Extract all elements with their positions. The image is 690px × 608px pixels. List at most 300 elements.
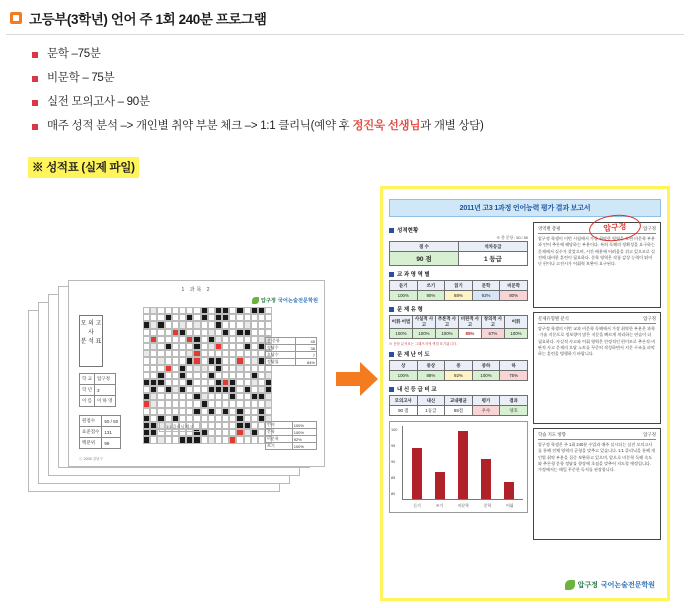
- omr-cell: [229, 350, 236, 357]
- omr-cell: [215, 436, 222, 443]
- omr-mid-note: 1:1 클리닉 체크: [159, 422, 200, 432]
- omr-cell: [208, 365, 215, 372]
- omr-cell: [143, 400, 150, 407]
- omr-cell: [208, 429, 215, 436]
- omr-cell: [165, 400, 172, 407]
- type-header: 추론적 사고: [435, 316, 458, 329]
- comment-head-label: 학습 지도 방향: [537, 432, 566, 437]
- omr-cell: [208, 350, 215, 357]
- level-header: 하: [500, 361, 528, 371]
- omr-cell: [165, 386, 172, 393]
- omr-cell: [157, 436, 164, 443]
- report-title: 2011년 고3 1과정 언어능력 평가 결과 보고서: [389, 199, 661, 217]
- summary-label: 정답률: [266, 359, 296, 366]
- omr-cell: [193, 350, 200, 357]
- omr-cell: [265, 372, 272, 379]
- omr-cell: [236, 386, 243, 393]
- table-row: [80, 374, 116, 385]
- omr-sheet-stack: [28, 280, 338, 495]
- omr-cell: [251, 386, 258, 393]
- omr-cell: [229, 314, 236, 321]
- omr-cell: [215, 336, 222, 343]
- omr-cell: [208, 372, 215, 379]
- foot-value: 100%: [292, 429, 316, 436]
- omr-cell: [236, 321, 243, 328]
- table-row: [390, 329, 528, 339]
- omr-cell: [222, 336, 229, 343]
- omr-cell: [186, 415, 193, 422]
- omr-cell: [222, 429, 229, 436]
- omr-cell: [201, 379, 208, 386]
- foot-value: 92%: [292, 436, 316, 443]
- comment-body: 압구정 학생의 이번 교과 비문학 독해에서 가장 취약한 부분은 과학·기술 지문으로 정보량이 많은 지문을 빠르게 처리하는 연습이 더 필요하다. 사실적 사고와 어휘 영역은 안정적인 편이므로 추론적·비판적 사고 문제의 오답 노트를 꾸준히 작성하면서 지문 구조를 파악하는 훈련을 병행하기 바랍니다.: [537, 326, 656, 357]
- omr-cell: [143, 329, 150, 336]
- area-value: 80%: [500, 291, 528, 301]
- comment-head-value: 압구정: [643, 316, 656, 321]
- omr-cell: [143, 436, 150, 443]
- omr-cell: [236, 400, 243, 407]
- omr-cell: [172, 372, 179, 379]
- score-value: 90 점: [390, 252, 459, 266]
- summary-label: 정답수: [266, 345, 296, 352]
- score-value: 131: [102, 427, 121, 438]
- omr-cell: [215, 350, 222, 357]
- omr-cell: [186, 379, 193, 386]
- omr-foot-summary: [265, 421, 317, 450]
- omr-cell: [222, 321, 229, 328]
- omr-cell: [201, 343, 208, 350]
- omr-cell: [251, 321, 258, 328]
- omr-cell: [186, 357, 193, 364]
- omr-cell: [215, 343, 222, 350]
- omr-cell: [229, 436, 236, 443]
- omr-cell: [236, 350, 243, 357]
- info-label: 이 름: [80, 396, 95, 407]
- section-label-area: 교 과 영 역 별: [389, 270, 528, 278]
- omr-cell: [251, 422, 258, 429]
- omr-cell: [251, 314, 258, 321]
- omr-cell: [150, 329, 157, 336]
- omr-cell: [236, 336, 243, 343]
- list-item: [32, 47, 690, 62]
- omr-cell: [244, 400, 251, 407]
- type-header: 비판적 사고: [458, 316, 481, 329]
- omr-cell: [193, 415, 200, 422]
- omr-cell: [265, 400, 272, 407]
- omr-cell: [244, 422, 251, 429]
- omr-cell: [222, 436, 229, 443]
- area-value: 88%: [445, 291, 473, 301]
- omr-cell: [208, 386, 215, 393]
- omr-cell: [208, 307, 215, 314]
- omr-cell: [208, 436, 215, 443]
- omr-cell: [165, 314, 172, 321]
- omr-cell: [229, 393, 236, 400]
- omr-cell: [193, 408, 200, 415]
- omr-cell: [150, 365, 157, 372]
- subheading-wrap: [0, 151, 690, 178]
- level-value: 92%: [445, 371, 473, 381]
- info-value: 3: [94, 385, 115, 396]
- omr-cell: [229, 372, 236, 379]
- omr-cell: [222, 365, 229, 372]
- table-row: [266, 436, 317, 443]
- area-header: 읽기: [445, 281, 473, 291]
- logo-suffix: 국어논술전문학원: [277, 298, 318, 304]
- omr-cell: [229, 386, 236, 393]
- omr-cell: [265, 379, 272, 386]
- omr-cell: [179, 343, 186, 350]
- omr-cell: [229, 408, 236, 415]
- omr-cell: [236, 314, 243, 321]
- omr-cell: [165, 329, 172, 336]
- omr-cell: [222, 415, 229, 422]
- chart-category-label: 문학: [483, 504, 492, 508]
- omr-cell: [208, 393, 215, 400]
- omr-cell: [150, 386, 157, 393]
- omr-cell: [201, 372, 208, 379]
- omr-cell: [258, 321, 265, 328]
- omr-cell: [258, 393, 265, 400]
- omr-cell: [222, 350, 229, 357]
- chart-category-label: 비문학: [457, 504, 469, 508]
- summary-value: 45: [295, 338, 316, 345]
- chart-y-tick: 90: [391, 460, 396, 464]
- omr-cell: [236, 415, 243, 422]
- omr-cell: [222, 400, 229, 407]
- omr-cell: [208, 422, 215, 429]
- omr-cell: [244, 350, 251, 357]
- omr-cell: [215, 429, 222, 436]
- omr-cell: [143, 350, 150, 357]
- omr-cell: [179, 400, 186, 407]
- omr-cell: [165, 357, 172, 364]
- omr-cell: [222, 307, 229, 314]
- omr-cell: [201, 357, 208, 364]
- score-summary-table: [79, 415, 121, 449]
- teacher-name: 정진욱 선생님: [352, 120, 421, 132]
- chart-x-axis: [402, 499, 523, 500]
- omr-cell: [179, 408, 186, 415]
- comment-box-3: [533, 428, 661, 540]
- table-row: [390, 291, 528, 301]
- omr-cell: [150, 429, 157, 436]
- omr-cell: [150, 314, 157, 321]
- omr-cell: [172, 336, 179, 343]
- omr-cell: [215, 415, 222, 422]
- logo-name: 압구정: [260, 298, 276, 304]
- omr-cell: [222, 372, 229, 379]
- omr-cell: [165, 350, 172, 357]
- chart-y-axis: [402, 426, 403, 500]
- area-header: 쓰기: [417, 281, 445, 291]
- omr-cell: [215, 321, 222, 328]
- omr-cell: [179, 365, 186, 372]
- omr-cell: [143, 393, 150, 400]
- omr-cell: [208, 321, 215, 328]
- info-value: 압구정: [94, 374, 115, 385]
- omr-cell: [172, 329, 179, 336]
- omr-cell: [236, 429, 243, 436]
- level-value: 100%: [472, 371, 500, 381]
- omr-cell: [186, 314, 193, 321]
- omr-cell: [157, 357, 164, 364]
- omr-cell: [150, 357, 157, 364]
- omr-cell: [251, 393, 258, 400]
- type-header: 창의적 사고: [481, 316, 504, 329]
- omr-cell: [165, 336, 172, 343]
- omr-cell: [179, 372, 186, 379]
- omr-cell: [201, 415, 208, 422]
- grade-value: 1등급: [417, 406, 445, 416]
- type-value: 100%: [504, 329, 527, 339]
- table-row: [266, 443, 317, 450]
- omr-cell: [201, 329, 208, 336]
- type-table-caption: ※ 문항 분석표는 그래프지에 색칠 표기됩니다.: [389, 342, 457, 346]
- omr-cell: [150, 436, 157, 443]
- page-header: [0, 0, 690, 34]
- omr-cell: [208, 343, 215, 350]
- omr-cell: [215, 314, 222, 321]
- omr-cell: [236, 357, 243, 364]
- omr-sheet-front: [68, 280, 325, 467]
- omr-cell: [172, 321, 179, 328]
- summary-label: 오답수: [266, 352, 296, 359]
- omr-cell: [157, 379, 164, 386]
- omr-cell: [229, 429, 236, 436]
- list-item-label: 비문학 – 75분: [47, 72, 115, 84]
- omr-cell: [150, 336, 157, 343]
- list-item: [32, 71, 690, 86]
- score-table: [389, 241, 528, 266]
- type-value: 67%: [481, 329, 504, 339]
- omr-cell: [244, 436, 251, 443]
- section-bullet-icon: [389, 228, 394, 233]
- omr-cell: [251, 415, 258, 422]
- omr-cell: [236, 393, 243, 400]
- omr-left-block: [79, 315, 139, 449]
- omr-cell: [157, 314, 164, 321]
- table-row: [80, 416, 121, 427]
- omr-cell: [143, 314, 150, 321]
- omr-cell: [193, 365, 200, 372]
- omr-cell: [258, 400, 265, 407]
- clinic-text-suffix: 과 개별 상담): [420, 120, 484, 132]
- type-header: 사실적 사고: [412, 316, 435, 329]
- omr-cell: [201, 307, 208, 314]
- omr-cell: [244, 372, 251, 379]
- omr-cell: [265, 307, 272, 314]
- area-header: 비문학: [500, 281, 528, 291]
- omr-cell: [179, 336, 186, 343]
- foot-label: 문학: [266, 429, 293, 436]
- omr-cell: [193, 336, 200, 343]
- omr-cell: [150, 422, 157, 429]
- omr-cell: [186, 386, 193, 393]
- summary-label: 총 문항: [266, 338, 296, 345]
- level-header: 중상: [417, 361, 445, 371]
- bullet-square-icon: [32, 76, 38, 82]
- omr-cell: [258, 372, 265, 379]
- omr-cell: [201, 408, 208, 415]
- omr-cell: [165, 365, 172, 372]
- section-bullet-icon: [389, 272, 394, 277]
- omr-cell: [172, 307, 179, 314]
- list-item-clinic: [32, 119, 690, 134]
- omr-cell: [251, 307, 258, 314]
- table-row: [80, 396, 116, 407]
- omr-cell: [229, 415, 236, 422]
- chart-category-label: 어휘: [506, 504, 514, 508]
- omr-cell: [150, 350, 157, 357]
- omr-cell: [236, 408, 243, 415]
- info-label: 학 교: [80, 374, 95, 385]
- table-row: [390, 281, 528, 291]
- omr-cell: [244, 415, 251, 422]
- omr-cell: [179, 321, 186, 328]
- table-row: [390, 252, 528, 266]
- grade-value: 양호: [500, 406, 528, 416]
- omr-cell: [193, 393, 200, 400]
- bullet-square-icon: [32, 124, 38, 130]
- table-row: [266, 429, 317, 436]
- omr-cell: [172, 436, 179, 443]
- omr-cell: [251, 429, 258, 436]
- area-value: 90%: [417, 291, 445, 301]
- student-info-table: [79, 373, 116, 407]
- omr-cell: [222, 357, 229, 364]
- table-row: [390, 242, 528, 252]
- omr-cell: [172, 408, 179, 415]
- omr-cell: [222, 343, 229, 350]
- omr-cell: [236, 343, 243, 350]
- omr-cell: [165, 436, 172, 443]
- omr-cell: [201, 314, 208, 321]
- omr-cell: [244, 379, 251, 386]
- omr-cell: [172, 386, 179, 393]
- omr-cell: [222, 393, 229, 400]
- score-header: 석차등급: [458, 242, 527, 252]
- omr-cell: [222, 314, 229, 321]
- omr-cell: [150, 307, 157, 314]
- omr-cell: [150, 415, 157, 422]
- grade-header: 교내평균: [445, 396, 473, 406]
- table-row: [266, 345, 317, 352]
- omr-cell: [143, 307, 150, 314]
- omr-cell: [236, 379, 243, 386]
- table-row: [390, 316, 528, 329]
- omr-cell: [244, 307, 251, 314]
- chart-category-label: 쓰기: [435, 504, 444, 508]
- omr-cell: [201, 400, 208, 407]
- comment-head-value: 압구정: [643, 226, 656, 231]
- table-row: [390, 396, 528, 406]
- omr-cell: [157, 321, 164, 328]
- omr-cell: [244, 321, 251, 328]
- omr-cell: [222, 329, 229, 336]
- score-value: 1 등급: [458, 252, 527, 266]
- omr-cell: [258, 379, 265, 386]
- omr-cell: [229, 422, 236, 429]
- omr-cell: [186, 329, 193, 336]
- omr-cell: [193, 307, 200, 314]
- omr-cell: [150, 321, 157, 328]
- grade-value: 90 점: [390, 406, 418, 416]
- type-header: 어휘: [504, 316, 527, 329]
- section-label-scores: 성적현황: [389, 226, 528, 234]
- omr-cell: [186, 400, 193, 407]
- omr-cell: [157, 336, 164, 343]
- section-bullet-icon: [389, 387, 394, 392]
- omr-cell: [215, 408, 222, 415]
- omr-cell: [265, 314, 272, 321]
- omr-cell: [165, 408, 172, 415]
- omr-cell: [229, 307, 236, 314]
- omr-cell: [251, 379, 258, 386]
- omr-cell: [179, 415, 186, 422]
- bullet-square-icon: [32, 52, 38, 58]
- foot-value: 100%: [292, 422, 316, 429]
- area-header: 듣기: [390, 281, 418, 291]
- omr-cell: [193, 357, 200, 364]
- section-label-level: 문 제 난 이 도: [389, 350, 528, 358]
- score-header: 점 수: [390, 242, 459, 252]
- omr-cell: [201, 350, 208, 357]
- chart-y-tick: 95: [391, 444, 396, 448]
- logo-name: 압구정: [577, 582, 598, 589]
- orange-right-arrow-icon: [336, 362, 378, 396]
- omr-cell: [143, 321, 150, 328]
- grade-header: 모의고사: [390, 396, 418, 406]
- omr-cell: [143, 379, 150, 386]
- omr-cell: [215, 422, 222, 429]
- chart-bar: [412, 448, 422, 499]
- chart-category-label: 듣기: [413, 504, 421, 508]
- omr-cell: [150, 343, 157, 350]
- foot-value: 100%: [292, 443, 316, 450]
- omr-cell: [236, 372, 243, 379]
- omr-cell: [165, 379, 172, 386]
- level-header: 상: [390, 361, 418, 371]
- section-bullet-icon: [389, 352, 394, 357]
- area-value: 100%: [390, 291, 418, 301]
- omr-cell: [236, 422, 243, 429]
- omr-cell: [179, 386, 186, 393]
- table-row: [266, 338, 317, 345]
- info-label: 학 년: [80, 385, 95, 396]
- omr-cell: [143, 408, 150, 415]
- omr-cell: [208, 408, 215, 415]
- omr-cell: [265, 393, 272, 400]
- area-header: 문학: [472, 281, 500, 291]
- omr-cell: [244, 314, 251, 321]
- report-left-column: [389, 222, 528, 594]
- omr-cell: [244, 393, 251, 400]
- omr-cell: [150, 400, 157, 407]
- level-value: 88%: [417, 371, 445, 381]
- omr-cell: [222, 379, 229, 386]
- omr-cell: [179, 436, 186, 443]
- omr-cell: [143, 365, 150, 372]
- omr-cell: [222, 386, 229, 393]
- score-label: 백분위: [80, 438, 102, 449]
- area-value: 92%: [472, 291, 500, 301]
- omr-cell: [186, 350, 193, 357]
- page-title: 고등부(3학년) 언어 주 1회 240분 프로그램: [29, 12, 267, 27]
- omr-cell: [244, 408, 251, 415]
- omr-cell: [208, 329, 215, 336]
- omr-cell: [208, 357, 215, 364]
